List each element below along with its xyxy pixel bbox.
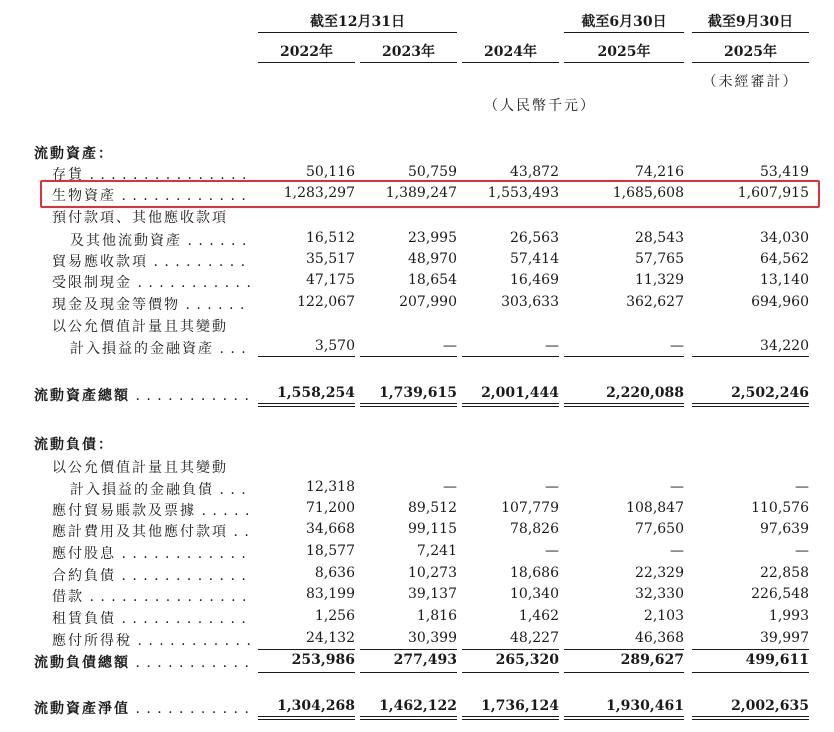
cell-value: 13,140: [760, 272, 809, 288]
year-2024-underline: [462, 62, 559, 63]
total-double-rule: [258, 403, 355, 407]
subtotal-rule: [360, 672, 457, 673]
header-group-june-underline: [564, 32, 684, 33]
year-2025-september: 2025年: [724, 44, 777, 60]
cell-value: 10,273: [408, 565, 457, 581]
cell-value: 64,562: [760, 251, 809, 267]
table-row: [0, 541, 834, 563]
row-label: 受限制現金 . . .: [52, 272, 252, 290]
table-row: [0, 498, 834, 520]
cell-value: —: [670, 543, 684, 559]
cell-value: 1,993: [768, 608, 809, 624]
cell-value: 289,627: [620, 652, 684, 668]
row-label: 流動負債總額 . . .: [34, 652, 252, 670]
table-row: [0, 606, 834, 628]
cell-value: 53,419: [760, 164, 809, 180]
cell-value: 23,995: [408, 230, 457, 246]
table-row: [0, 628, 834, 650]
row-label: 應付股息 . . .: [52, 543, 252, 561]
subtotal-rule: [564, 356, 684, 357]
cell-value: 28,543: [635, 230, 684, 246]
total-double-rule: [462, 403, 559, 407]
cell-value: 11,329: [635, 272, 684, 288]
subtotal-rule: [360, 356, 457, 357]
row-label: 預付款項、其他應收款項: [52, 210, 228, 225]
cell-value: —: [443, 479, 457, 495]
cell-value: 89,512: [408, 500, 457, 516]
cell-value: 108,847: [626, 500, 684, 516]
cell-value: 1,685,608: [612, 185, 684, 201]
table-row: [0, 205, 834, 227]
cell-value: 8,636: [314, 565, 355, 581]
cell-value: 34,668: [306, 521, 355, 537]
cell-value: 18,577: [306, 543, 355, 559]
cell-value: 2,103: [643, 608, 684, 624]
row-label: 租賃負債 . . .: [52, 608, 252, 626]
cell-value: 2,001,444: [481, 385, 559, 401]
cell-value: 39,137: [408, 586, 457, 602]
cell-value: 265,320: [495, 652, 559, 668]
table-row: [0, 477, 834, 499]
total-double-rule: [564, 716, 684, 720]
cell-value: 57,765: [635, 251, 684, 267]
cell-value: 57,414: [510, 251, 559, 267]
total-double-rule: [692, 403, 809, 407]
row-label: 生物資產 . . .: [52, 185, 252, 203]
table-row: [0, 519, 834, 541]
cell-value: 2,502,246: [731, 385, 809, 401]
row-label: 以公允價值計量且其變動: [52, 319, 228, 334]
table-row: [0, 314, 834, 336]
table-row: [0, 650, 834, 672]
cell-value: 1,558,254: [277, 385, 355, 401]
cell-value: 1,389,247: [385, 185, 457, 201]
year-2023-underline: [360, 62, 457, 63]
total-double-rule: [564, 403, 684, 407]
table-row: [0, 292, 834, 314]
cell-value: 50,759: [408, 164, 457, 180]
cell-value: 34,030: [760, 230, 809, 246]
cell-value: 12,318: [306, 479, 355, 495]
subtotal-rule: [692, 356, 809, 357]
cell-value: —: [545, 338, 559, 354]
cell-value: 74,216: [635, 164, 684, 180]
cell-value: 499,611: [745, 652, 809, 668]
cell-value: 1,739,615: [379, 385, 457, 401]
cell-value: 46,368: [635, 630, 684, 646]
cell-value: 1,283,297: [283, 185, 355, 201]
year-2024: 2024年: [484, 44, 537, 60]
row-label: 現金及現金等價物 . . .: [52, 294, 252, 312]
year-2022: 2022年: [280, 44, 333, 60]
cell-value: 1,553,493: [487, 185, 559, 201]
cell-value: 107,779: [501, 500, 559, 516]
cell-value: 1,462: [518, 608, 559, 624]
cell-value: 110,576: [751, 500, 809, 516]
cell-value: 10,340: [510, 586, 559, 602]
subtotal-rule: [258, 356, 355, 357]
currency-unit-note: （人民幣千元）: [484, 98, 596, 114]
highlight-box: [40, 180, 820, 208]
cell-value: 43,872: [510, 164, 559, 180]
cell-value: 97,639: [760, 521, 809, 537]
total-double-rule: [258, 716, 355, 720]
table-row: [0, 336, 834, 358]
cell-value: 303,633: [501, 294, 559, 310]
cell-value: 18,654: [408, 272, 457, 288]
row-label: 貿易應收款項 . . .: [52, 251, 252, 269]
table-row: [0, 249, 834, 271]
unaudited-note: （未經審計）: [702, 74, 799, 90]
cell-value: 2,220,088: [606, 385, 684, 401]
cell-value: 253,986: [291, 652, 355, 668]
row-label: 存貨 . . .: [52, 164, 252, 182]
total-double-rule: [360, 403, 457, 407]
year-2025-june-underline: [564, 62, 684, 63]
cell-value: 1,607,915: [737, 185, 809, 201]
year-2023: 2023年: [382, 44, 435, 60]
subtotal-rule: [564, 672, 684, 673]
cell-value: 1,930,461: [606, 698, 684, 714]
row-label: 流動資產總額 . . .: [34, 385, 252, 403]
cell-value: 207,990: [399, 294, 457, 310]
cell-value: 30,399: [408, 630, 457, 646]
table-row: [0, 584, 834, 606]
cell-value: —: [795, 543, 809, 559]
year-2025-june: 2025年: [597, 44, 651, 60]
cell-value: 1,462,122: [379, 698, 457, 714]
cell-value: 26,563: [510, 230, 559, 246]
header-group-september-underline: [692, 32, 809, 33]
cell-value: 99,115: [408, 521, 457, 537]
row-label: 計入損益的金融資產 . . .: [70, 338, 252, 356]
cell-value: 48,227: [510, 630, 559, 646]
cell-value: 7,241: [416, 543, 457, 559]
cell-value: 1,304,268: [277, 698, 355, 714]
cell-value: —: [545, 479, 559, 495]
header-group-september: 截至9月30日: [707, 14, 794, 30]
table-row: [0, 455, 834, 477]
cell-value: 22,858: [760, 565, 809, 581]
cell-value: 1,256: [314, 608, 355, 624]
cell-value: 35,517: [306, 251, 355, 267]
row-label: 應計費用及其他應付款項 . . .: [52, 521, 252, 539]
current-liabilities-heading: 流動負債：: [34, 437, 114, 453]
cell-value: 2,002,635: [731, 698, 809, 714]
subtotal-rule: [258, 672, 355, 673]
cell-value: 362,627: [626, 294, 684, 310]
cell-value: 18,686: [510, 565, 559, 581]
header-group-june: 截至6月30日: [581, 14, 667, 30]
cell-value: 22,329: [635, 565, 684, 581]
total-double-rule: [692, 716, 809, 720]
current-assets-heading: 流動資產：: [34, 146, 114, 162]
table-row: [0, 270, 834, 292]
cell-value: 34,220: [760, 338, 809, 354]
subtotal-rule: [692, 672, 809, 673]
cell-value: 50,116: [306, 164, 355, 180]
cell-value: 16,512: [306, 230, 355, 246]
cell-value: 77,650: [635, 521, 684, 537]
table-row: [0, 563, 834, 585]
header-group-december-underline: [258, 32, 457, 33]
row-label: 及其他流動資產 . . .: [70, 230, 252, 248]
cell-value: 83,199: [306, 586, 355, 602]
cell-value: 39,997: [760, 630, 809, 646]
cell-value: —: [795, 479, 809, 495]
header-group-december: 截至12月31日: [310, 14, 405, 30]
cell-value: —: [670, 479, 684, 495]
cell-value: 24,132: [306, 630, 355, 646]
row-label: 合約負債 . . .: [52, 565, 252, 583]
row-label: 計入損益的金融負債 . . .: [70, 479, 252, 497]
total-double-rule: [462, 716, 559, 720]
cell-value: 16,469: [510, 272, 559, 288]
row-label: 流動資產淨值 . . .: [34, 698, 252, 716]
year-2022-underline: [258, 62, 355, 63]
cell-value: 1,736,124: [481, 698, 559, 714]
cell-value: —: [670, 338, 684, 354]
cell-value: 226,548: [751, 586, 809, 602]
cell-value: —: [443, 338, 457, 354]
table-row: [0, 383, 834, 405]
table-row: [0, 228, 834, 250]
cell-value: 47,175: [306, 272, 355, 288]
subtotal-rule: [462, 356, 559, 357]
cell-value: 122,067: [297, 294, 355, 310]
row-label: 應付所得稅 . . .: [52, 630, 252, 648]
cell-value: 277,493: [393, 652, 457, 668]
cell-value: 1,816: [416, 608, 457, 624]
row-label: 以公允價值計量且其變動: [52, 460, 228, 475]
row-label: 借款 . . .: [52, 586, 252, 604]
row-label: 應付貿易賬款及票據 . . .: [52, 500, 252, 518]
cell-value: 48,970: [408, 251, 457, 267]
cell-value: 71,200: [306, 500, 355, 516]
year-2025-september-underline: [692, 62, 809, 63]
cell-value: —: [545, 543, 559, 559]
cell-value: 78,826: [510, 521, 559, 537]
cell-value: 694,960: [751, 294, 809, 310]
cell-value: 3,570: [314, 338, 355, 354]
total-double-rule: [360, 716, 457, 720]
cell-value: 32,330: [635, 586, 684, 602]
subtotal-rule: [462, 672, 559, 673]
table-row: [0, 696, 834, 718]
